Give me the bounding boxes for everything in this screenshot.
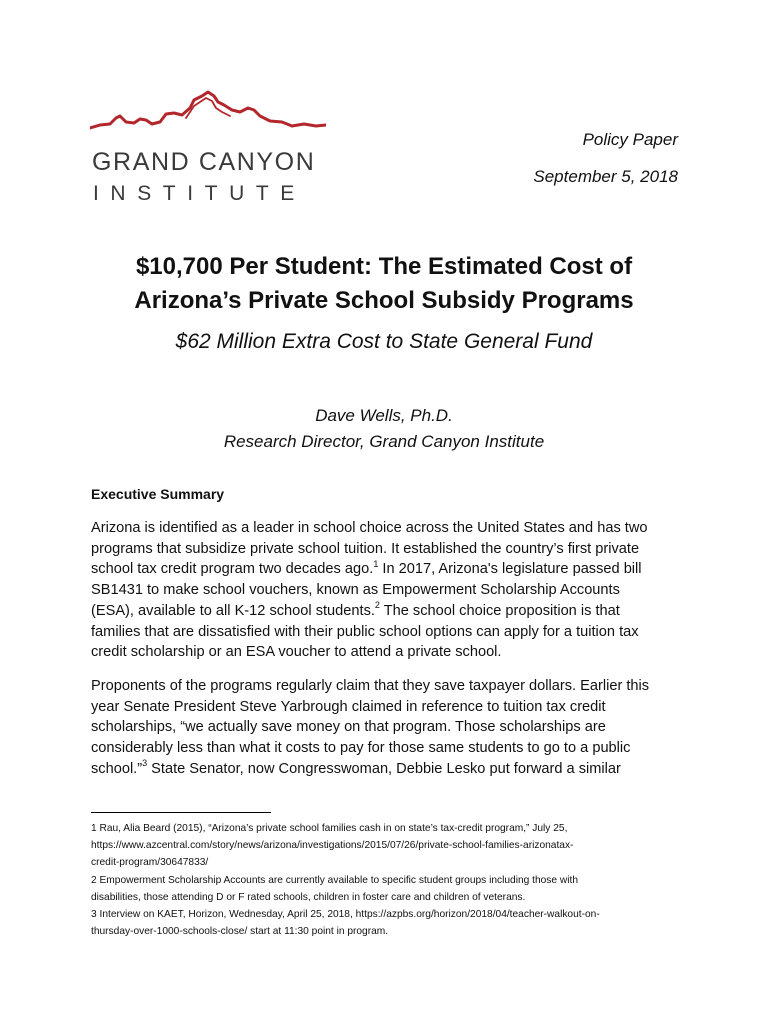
text-span: State Senator, now Congresswoman, Debbie Lesko put forward a similar xyxy=(147,760,621,777)
logo-subname: INSTITUTE xyxy=(93,182,306,205)
summary-paragraph-2 xyxy=(91,676,691,780)
grand-canyon-institute-logo xyxy=(90,88,330,212)
executive-summary-heading: Executive Summary xyxy=(91,486,225,502)
text-line: credit scholarship or an ESA voucher to attend a private school. xyxy=(91,644,502,661)
footnote-ref-2[interactable]: 2 xyxy=(374,599,380,610)
author-role: Research Director, Grand Canyon Institute xyxy=(223,432,545,451)
text-span: In 2017, Arizona's legislature passed bill xyxy=(382,561,642,578)
title-line-1: $10,700 Per Student: The Estimated Cost of xyxy=(135,253,633,280)
text-span: school.” xyxy=(91,760,143,777)
footnote-line[interactable]: 3 Interview on KAET, Horizon, Wednesday, April 25, 2018, https://azpbs.org/horizon/2018/04/teacher-walkout-on- xyxy=(91,909,600,921)
footnote-line: disabilities, those attending D or F rated schools, children in foster care and children of veterans. xyxy=(91,891,526,903)
footnote-line[interactable]: credit-program/30647833/ xyxy=(91,857,209,869)
text-span: school tax credit program two decades ago. xyxy=(91,561,374,578)
text-line: SB1431 to make school vouchers, known as Empowerment Scholarship Accounts xyxy=(91,582,620,599)
canyon-mark-icon xyxy=(90,88,326,134)
footnote-divider xyxy=(91,812,271,813)
text-line: year Senate President Steve Yarbrough claimed in reference to tuition tax credit xyxy=(91,698,606,715)
footnote-line: 1 Rau, Alia Beard (2015), “Arizona’s private school families cash in on state’s tax-credit program,” July 25, xyxy=(91,823,568,834)
paper-subtitle: $62 Million Extra Cost to State General Fund xyxy=(175,330,593,353)
text-line xyxy=(91,601,691,622)
text-line: programs that subsidize private school tuition. It established the country’s first private xyxy=(91,540,640,557)
document-type: Policy Paper xyxy=(582,130,678,149)
footnote-line[interactable]: thursday-over-1000-schools-close/ start at 11:30 point in program. xyxy=(91,926,389,938)
text-line: Arizona is identified as a leader in school choice across the United States and has two xyxy=(91,520,648,536)
logo-name: GRAND CANYON xyxy=(92,148,316,176)
text-line: families that are dissatisfied with their public school options can apply for a tuition tax xyxy=(91,623,639,640)
footnote-line: 2 Empowerment Scholarship Accounts are currently available to specific student groups including those with xyxy=(91,874,578,886)
author-name: Dave Wells, Ph.D. xyxy=(315,406,453,425)
footnote-ref-3[interactable]: 3 xyxy=(142,757,148,768)
text-span: The school choice proposition is that xyxy=(379,602,620,619)
summary-paragraph-1 xyxy=(91,518,691,663)
footnote-ref-1[interactable]: 1 xyxy=(373,558,379,569)
text-line: scholarships, “we actually save money on that program. Those scholarships are xyxy=(91,719,606,736)
footnotes xyxy=(91,820,691,940)
text-line xyxy=(91,559,691,580)
author-block xyxy=(60,403,708,455)
text-line: considerably less than what it costs to pay for those same students to go to a public xyxy=(91,740,631,757)
document-date: September 5, 2018 xyxy=(533,167,678,186)
text-span: (ESA), available to all K-12 school students. xyxy=(91,602,375,619)
footnote-line[interactable]: https://www.azcentral.com/story/news/arizona/investigations/2015/07/26/private-school-families-arizonatax- xyxy=(91,840,574,852)
title-line-2: Arizona’s Private School Subsidy Programs xyxy=(134,287,634,314)
text-line xyxy=(91,759,691,780)
paper-title xyxy=(60,250,708,318)
text-line: Proponents of the programs regularly claim that they save taxpayer dollars. Earlier this xyxy=(91,678,650,694)
